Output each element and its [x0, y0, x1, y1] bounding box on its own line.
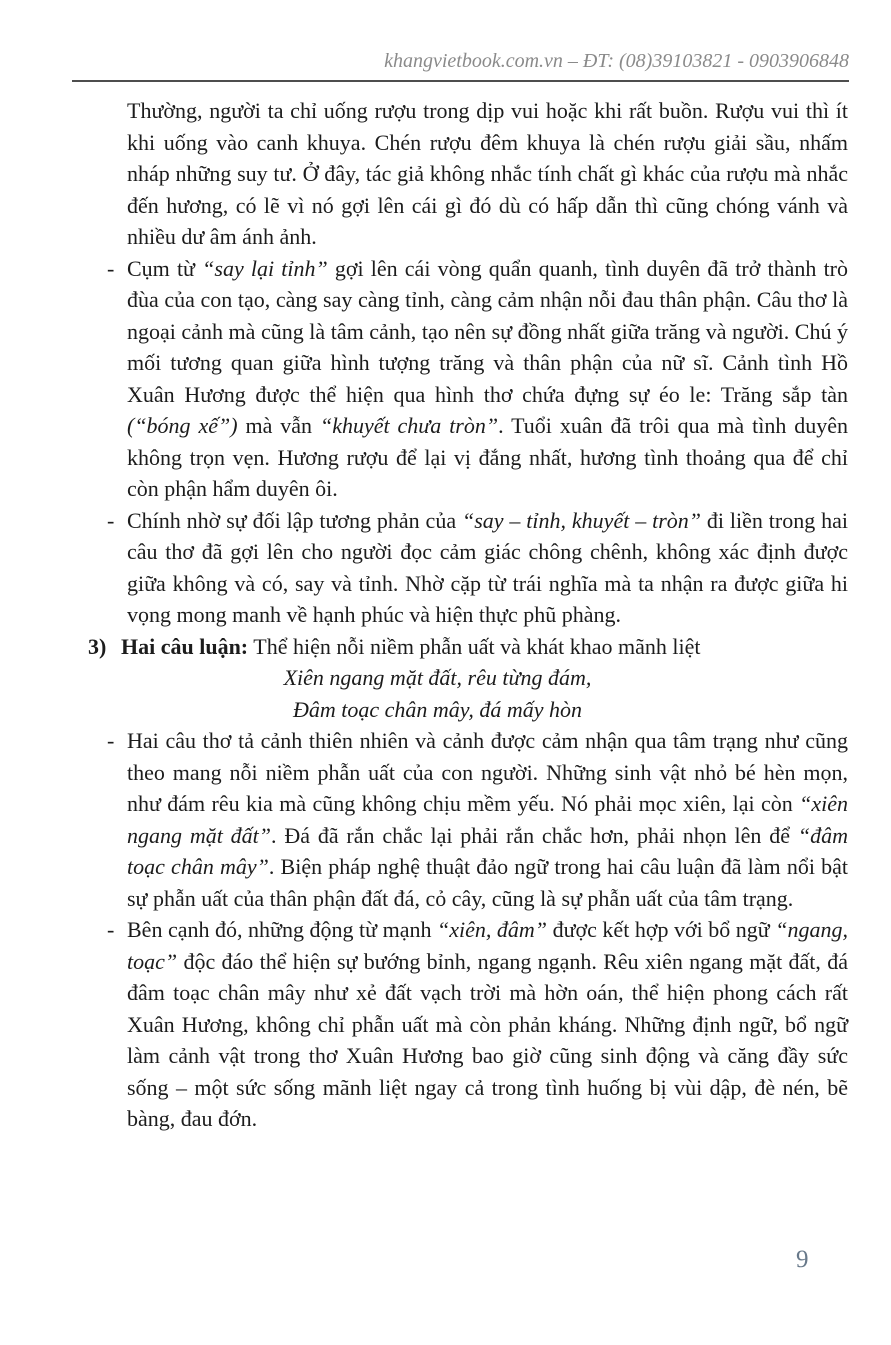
bullet-text	[127, 914, 848, 1135]
bullet-dash: -	[107, 917, 115, 942]
italic-segment: “xiên ngang mặt đất”	[127, 791, 848, 848]
page-content	[88, 95, 849, 1135]
bullet-item-ta-canh-thien-nhien	[107, 725, 848, 914]
bullet-dash: -	[107, 255, 115, 281]
bullet-text	[127, 505, 848, 631]
text-segment: . Đá đã rắn chắc lại phải rắn chắc hơn, phải nhọn lên để	[271, 822, 798, 848]
bullet-item-dong-tu-manh	[107, 914, 848, 1135]
paragraph-intro: Thường, người ta chỉ uống rượu trong dịp vui hoặc khi rất buồn. Rượu vui thì ít khi uống vào canh khuya. Chén rượu đêm khuya là chén rượu giải sầu, nhấm nháp những suy tư. Ở đây, tác giả không nhắc tính chất gì khác của rượu mà nhắc đến hương, có lẽ vì nó gợi lên cái gì đó dù có hấp dẫn thì cũng chóng vánh và nhiều dư âm ánh ảnh.	[127, 98, 848, 249]
text-segment: được kết hợp với bổ ngữ	[547, 917, 776, 942]
text-segment: gợi lên cái vòng quẩn quanh, tình duyên đã trở thành trò đùa của con tạo, càng say càng tỉnh, càng cảm nhận nỗi đau thân phận. Câu thơ là ngoại cảnh mà cũng là tâm cảnh, tạo nên sự đồng nhất giữa trăng và người. Chú ý mối tương quan giữa hình tượng trăng và thân phận của nữ sĩ. Cảnh tình Hồ Xuân Hương được thể hiện qua hình thơ chứa đựng sự éo le: Trăng sắp tàn	[127, 255, 849, 407]
bullet-text	[127, 253, 848, 505]
bullet-text	[127, 725, 848, 914]
text-segment: độc đáo thể hiện sự bướng bỉnh, ngang ngạnh. Rêu xiên ngang mặt đất, đá đâm toạc chân mây như xẻ đất vạch trời mà hờn oán, thể hiện phong cách rất Xuân Hương, không chỉ phẫn uất mà còn phản kháng. Những định ngữ, bổ ngữ làm cảnh vật trong thơ Xuân Hương bao giờ cũng sinh động và căng đầy sức sống – một sức sống mãnh liệt ngay cả trong tình huống bị vùi dập, đè nén, bẽ bàng, đau đớn.	[127, 948, 848, 1131]
text-segment: đi liền trong hai câu thơ đã gợi lên cho người đọc cảm giác chông chênh, không xác định được giữa không và có, say và tỉnh. Nhờ cặp từ trái nghĩa mà ta nhận ra được giữa hi vọng mong manh về hạnh phúc và hiện thực phũ phàng.	[127, 507, 848, 627]
italic-segment: “khuyết chưa tròn”	[319, 413, 499, 438]
text-segment: . Tuổi xuân đã trôi qua mà tình duyên không trọn vẹn. Hương rượu để lại vị đắng nhất, hương tình thoảng qua để chỉ còn phận hẩm duyên ôi.	[127, 413, 848, 501]
bullet-dash: -	[107, 507, 115, 533]
heading-rest: Thể hiện nỗi niềm phẫn uất và khát khao mãnh liệt	[253, 633, 701, 659]
bullet-dash: -	[107, 728, 115, 753]
heading-title: Hai câu luận:	[121, 633, 249, 659]
italic-segment: “say – tỉnh, khuyết – tròn”	[461, 507, 702, 533]
italic-segment: “ngang, toạc”	[127, 917, 848, 974]
header-site-line: khangvietbook.com.vn – ĐT: (08)39103821 - 0903906848	[384, 50, 849, 72]
text-segment: Chính nhờ sự đối lập tương phản của	[127, 507, 462, 533]
heading-number: 3)	[88, 633, 107, 659]
poem-line-2: Đâm toạc chân mây, đá mấy hòn	[292, 696, 582, 722]
bullet-item-say-lai-tinh	[107, 253, 848, 505]
italic-segment: (“bóng xế”)	[127, 413, 238, 438]
italic-segment: “đâm toạc chân mây”	[127, 822, 848, 879]
page-header	[72, 0, 849, 82]
text-segment: Bên cạnh đó, những động từ mạnh	[127, 917, 438, 942]
text-segment: Cụm từ	[127, 255, 203, 281]
text-segment: mà vẫn	[237, 413, 320, 438]
section-heading-hai-cau-luan	[88, 631, 848, 663]
text-segment: Hai câu thơ tả cảnh thiên nhiên và cảnh được cảm nhận qua tâm trạng như cũng theo mang nỗi niềm phẫn uất của con người. Những sinh vật nhỏ bé hèn mọn, như đám rêu kia mà cũng không chịu mềm yếu. Nó phải mọc xiên, lại còn	[127, 728, 848, 816]
bullet-item-doi-lap-tuong-phan	[107, 505, 848, 631]
poem-quote	[127, 662, 848, 725]
text-segment: . Biện pháp nghệ thuật đảo ngữ trong hai câu luận đã làm nổi bật sự phẫn uất của thân phận đất đá, cỏ cây, cũng là sự phẫn uất của tâm trạng.	[127, 854, 848, 911]
italic-segment: “xiên, đâm”	[437, 917, 548, 942]
page-number: 9	[796, 1246, 809, 1273]
italic-segment: “say lại tỉnh”	[202, 255, 328, 281]
poem-line-1: Xiên ngang mặt đất, rêu từng đám,	[283, 665, 592, 690]
